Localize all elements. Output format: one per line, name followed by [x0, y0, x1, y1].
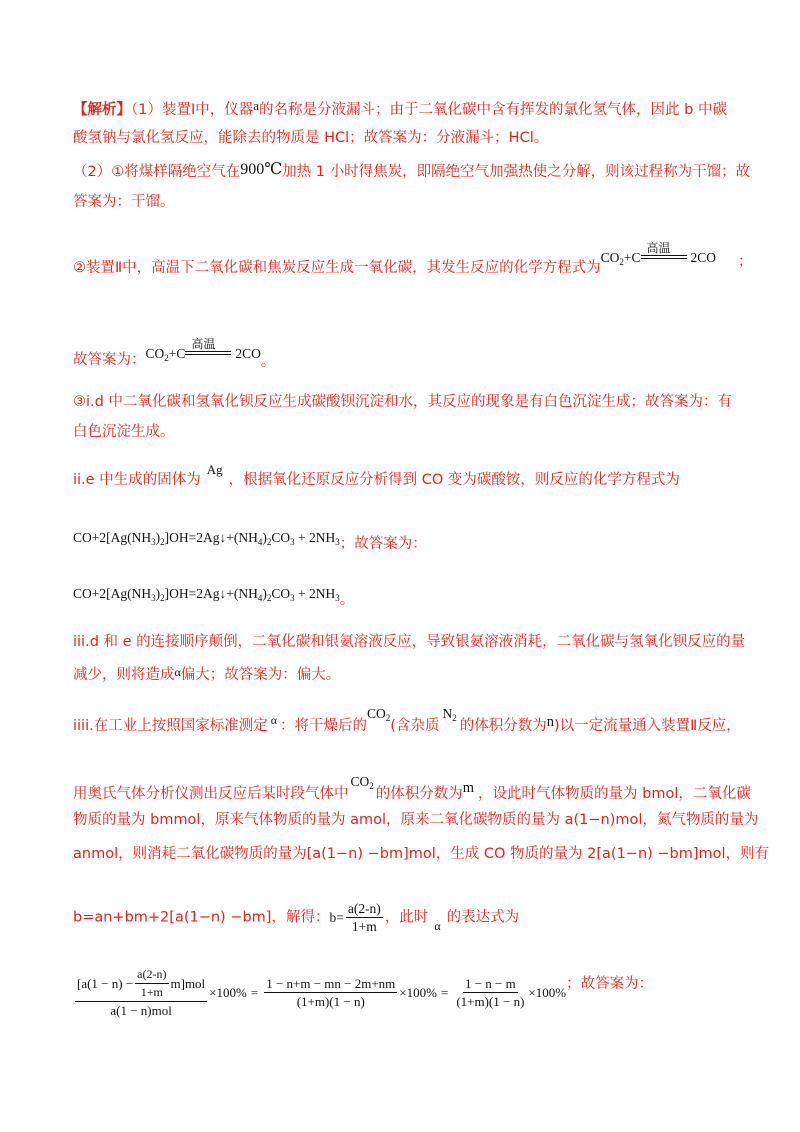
- analysis-line-5: ②装置Ⅱ中，高温下二氧化碳和焦炭反应生成一氧化碳，其发生反应的化学方程式为$CO_2+C$ 高温 2CO ；: [73, 241, 753, 276]
- analysis-line-8: 白色沉淀生成。: [73, 424, 175, 440]
- analysis-line-1: 【解析】（1）装置Ⅰ中，仪器a的名称是分液漏斗；由于二氧化碳中含有挥发的氯化氢气体，因此 b 中碳: [73, 98, 727, 118]
- analysis-line-3: （2）①将煤样隔绝空气在900℃加热 1 小时得焦炭，即隔绝空气加强热使之分解，则该过程称为干馏；故: [73, 161, 751, 180]
- analysis-line-11: $CO+2[Ag(NH_3)_2]OH=2Ag↓+(NH_4)_2CO_3 + 2NH_3$。: [73, 586, 355, 608]
- analysis-tag: 【解析】: [73, 102, 131, 118]
- analysis-line-12: iii.d 和 e 的连接顺序颠倒，二氧化碳和银氨溶液反应，导致银氨溶液消耗，二氧化碳与氢氧化钡反应的量: [73, 634, 746, 650]
- analysis-line-18: b=an+bm+2[a(1−n) −bm]，解得： b= $\frac{a(2-n)}{1+m}$ ，此时 $_\alpha$ 的表达式为: [73, 901, 520, 934]
- n2-formula: $N_2$: [442, 706, 457, 723]
- alpha-expression: [a(1 − n) − $\frac{a(2-n)}{1+m}$ m]mol a(1 − n)mol ×100% = $\frac{1 - n+m - mn - 2m+nm}{(1+m)(1 - n)}$ ×100% = $\frac{1 - n - m}{(1+m)(1 - n)}$ ×100%: [77, 967, 567, 1018]
- analysis-line-6: 故答案为：$CO_2+C$ 高温 2CO。: [73, 337, 276, 370]
- reaction-equation-1: $CO_2+C$ 高温 2CO: [600, 241, 717, 267]
- analysis-line-2: 酸氢钠与氯化氢反应，能除去的物质是 HCl；故答案为：分液漏斗；HCl。: [73, 130, 549, 146]
- analysis-line-19: [a(1 − n) − $\frac{a(2-n)}{1+m}$ m]mol a(1 − n)mol ×100% = $\frac{1 - n+m - mn - 2m+nm}{(1+m)(1 - n)}$ ×100% = $\frac{1 - n - m}{(1+m)(1 - n)}$ ×100% ；故答案为：: [73, 966, 653, 1019]
- analysis-line-4: 答案为：干馏。: [73, 194, 175, 210]
- temperature-value: 900℃: [240, 161, 283, 178]
- co2-formula-2: $CO_2$: [350, 774, 374, 791]
- analysis-line-9: ii.e 中生成的固体为Ag，根据氧化还原反应分析得到 CO 变为碳酸铵，则反应的化学方程式为: [73, 462, 680, 488]
- reaction-equation-1-answer: $CO_2+C$ 高温 2CO: [145, 337, 261, 363]
- reaction-equation-2-answer: $CO+2[Ag(NH_3)_2]OH=2Ag↓+(NH_4)_2CO_3 + 2NH_3$: [73, 586, 340, 603]
- b-expression: b= $\frac{a(2-n)}{1+m}$: [329, 901, 381, 934]
- analysis-line-16: 物质的量为 bmmol，原来气体物质的量为 amol，原来二氧化碳物质的量为 a(1−n)mol，氮气物质的量为: [73, 812, 759, 828]
- reaction-equation-2: $CO+2[Ag(NH_3)_2]OH=2Ag↓+(NH_4)_2CO_3 + 2NH_3$: [73, 530, 340, 547]
- co2-formula: $CO_2$: [367, 706, 391, 723]
- analysis-line-7: ③i.d 中二氧化碳和氢氧化钡反应生成碳酸钡沉淀和水，其反应的现象是有白色沉淀生成；故答案为：有: [73, 394, 732, 410]
- analysis-line-15: 用奥氏气体分析仪测出反应后某时段气体中$CO_2$ 的体积分数为m ，设此时气体物质的量为 bmol，二氧化碳: [73, 774, 751, 802]
- analysis-line-10: $CO+2[Ag(NH_3)_2]OH=2Ag↓+(NH_4)_2CO_3 + 2NH_3$；故答案为：: [73, 530, 427, 552]
- analysis-line-17: anmol，则消耗二氧化碳物质的量为[a(1−n) −bm]mol，生成 CO 物质的量为 2[a(1−n) −bm]mol，则有: [73, 846, 770, 862]
- analysis-line-14: iiii.在工业上按照国家标准测定 $^\alpha$ ：将干燥后的$CO_2$(含杂质$N_2$ 的体积分数为n)以一定流量通入装置Ⅱ反应，: [73, 706, 741, 734]
- analysis-line-13: 减少，则将造成$^\alpha$偏大；故答案为：偏大。: [73, 665, 341, 683]
- solid-ag: Ag: [206, 462, 223, 477]
